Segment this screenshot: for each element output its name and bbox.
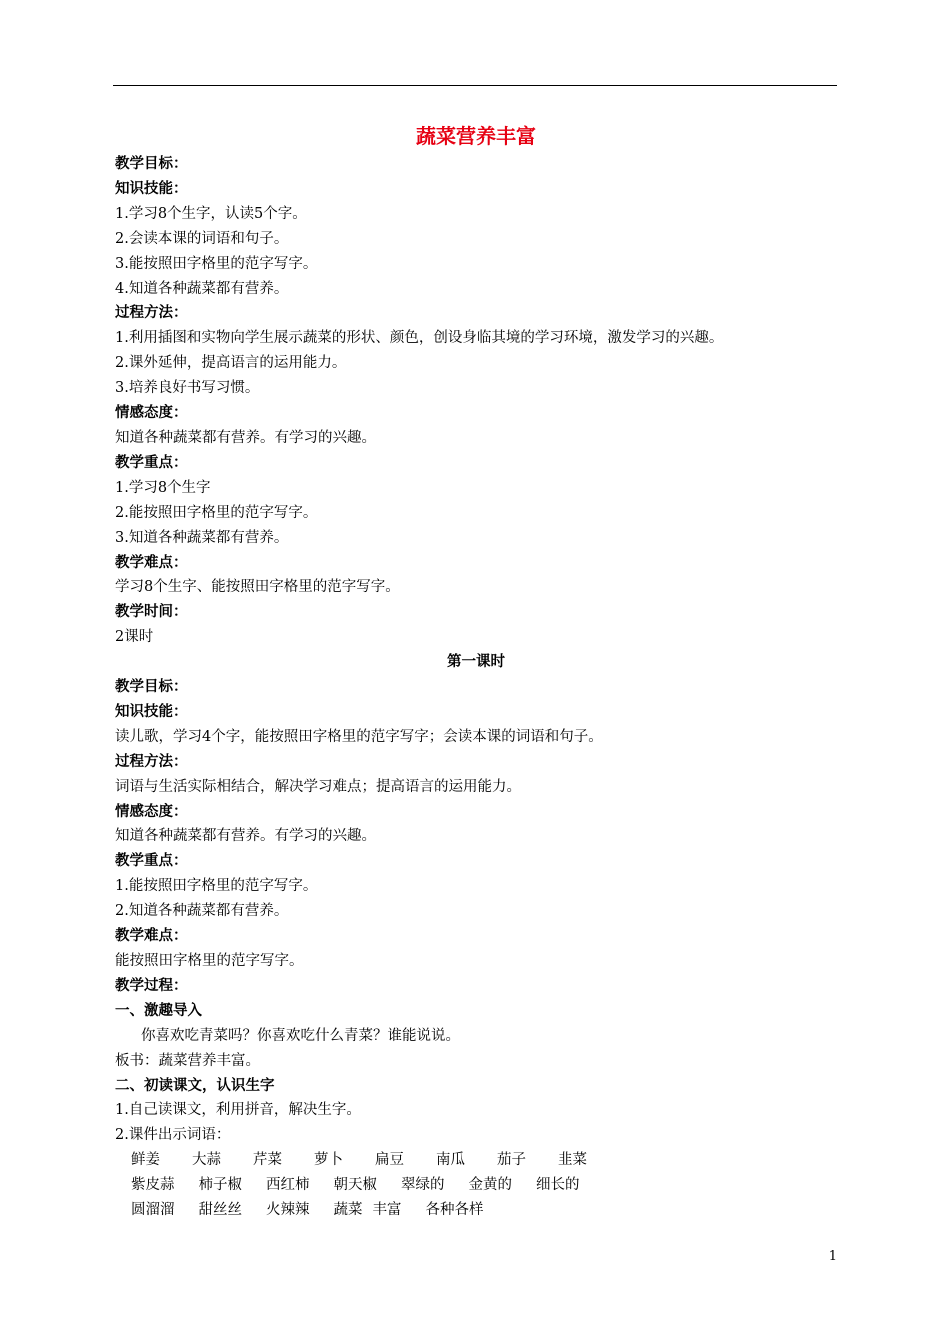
header-rule	[113, 85, 837, 86]
doc-line: 2.知道各种蔬菜都有营养。	[115, 903, 289, 920]
vocab-word: 大蒜	[192, 1152, 221, 1169]
doc-line: 3.能按照田字格里的范字写字。	[115, 255, 318, 272]
vocab-word: 圆溜溜	[131, 1202, 175, 1219]
doc-line: 一、激趣导入	[115, 1001, 202, 1019]
doc-line: 1.能按照田字格里的范字写字。	[115, 878, 318, 895]
vocab-word: 西红柿	[266, 1177, 310, 1194]
doc-line: 过程方法：	[115, 752, 188, 770]
vocabulary-row	[115, 1173, 837, 1198]
vocab-word: 茄子	[497, 1152, 526, 1169]
doc-line: 过程方法：	[115, 304, 188, 322]
doc-line: 词语与生活实际相结合，解决学习难点；提高语言的运用能力。	[115, 778, 521, 795]
doc-line: 板书：蔬菜营养丰富。	[115, 1052, 260, 1069]
doc-line: 1.利用插图和实物向学生展示蔬菜的形状、颜色，创设身临其境的学习环境，激发学习的兴趣。	[115, 330, 724, 347]
vocab-word: 南瓜	[436, 1152, 465, 1169]
vocabulary-row	[115, 1198, 837, 1223]
doc-line: 2.课件出示词语：	[115, 1127, 231, 1144]
doc-line: 你喜欢吃青菜吗？你喜欢吃什么青菜？谁能说说。	[141, 1027, 460, 1044]
doc-line: 情感态度：	[115, 802, 188, 820]
doc-line: 读儿歌，学习4个字，能按照田字格里的范字写字；会读本课的词语和句子。	[115, 728, 603, 745]
vocab-word: 蔬菜	[333, 1202, 363, 1219]
doc-line: 教学时间：	[115, 603, 188, 621]
doc-line: 教学难点：	[115, 927, 188, 945]
vocab-word: 火辣辣	[266, 1202, 310, 1219]
vocab-word: 鲜姜	[131, 1152, 160, 1169]
vocab-word: 韭菜	[558, 1152, 587, 1169]
doc-line: 教学重点：	[115, 852, 188, 870]
doc-line: 二、初读课文，认识生字	[115, 1076, 275, 1094]
doc-line: 4.知道各种蔬菜都有营养。	[115, 280, 289, 297]
doc-line: 教学过程：	[115, 976, 188, 994]
doc-line: 情感态度：	[115, 404, 188, 422]
vocab-word: 芹菜	[253, 1152, 282, 1169]
vocab-word: 甜丝丝	[198, 1202, 242, 1219]
vocab-word: 萝卜	[314, 1152, 343, 1169]
vocab-word: 各种各样	[425, 1202, 484, 1219]
page-number: 1	[828, 1249, 837, 1264]
document-title: 蔬菜营养丰富	[416, 124, 536, 148]
doc-line: 3.培养良好书写习惯。	[115, 380, 260, 397]
doc-line: 学习8个生字、能按照田字格里的范字写字。	[115, 579, 400, 596]
doc-line: 知道各种蔬菜都有营养。有学习的兴趣。	[115, 828, 376, 845]
vocab-word: 柿子椒	[198, 1177, 242, 1194]
doc-line: 2.会读本课的词语和句子。	[115, 230, 289, 247]
vocab-word: 丰富	[372, 1202, 402, 1219]
section-heading: 第一课时	[447, 653, 505, 671]
vocabulary-row	[115, 1148, 837, 1173]
vocab-word: 扁豆	[375, 1152, 404, 1169]
doc-line: 知识技能：	[115, 702, 188, 720]
doc-line: 3.知道各种蔬菜都有营养。	[115, 529, 289, 546]
doc-line: 能按照田字格里的范字写字。	[115, 953, 304, 969]
vocab-word: 细长的	[536, 1177, 580, 1194]
document-body	[115, 122, 837, 1223]
doc-line: 教学重点：	[115, 453, 188, 471]
doc-line: 教学难点：	[115, 553, 188, 571]
doc-line: 1.自己读课文，利用拼音，解决生字。	[115, 1102, 361, 1119]
vocab-word: 金黄的	[468, 1177, 512, 1194]
doc-line: 知道各种蔬菜都有营养。有学习的兴趣。	[115, 429, 376, 446]
vocab-word: 朝天椒	[333, 1177, 377, 1194]
doc-line: 2.能按照田字格里的范字写字。	[115, 504, 318, 521]
vocab-word: 紫皮蒜	[131, 1177, 175, 1194]
doc-line: 1.学习8个生字	[115, 479, 211, 496]
doc-line: 知识技能：	[115, 179, 188, 197]
doc-line: 教学目标：	[115, 678, 188, 696]
doc-line: 1.学习8个生字，认读5个字。	[115, 205, 307, 222]
doc-line: 2课时	[115, 629, 154, 646]
vocab-word: 翠绿的	[401, 1177, 445, 1194]
doc-line: 2.课外延伸，提高语言的运用能力。	[115, 355, 347, 372]
doc-line: 教学目标：	[115, 155, 188, 172]
